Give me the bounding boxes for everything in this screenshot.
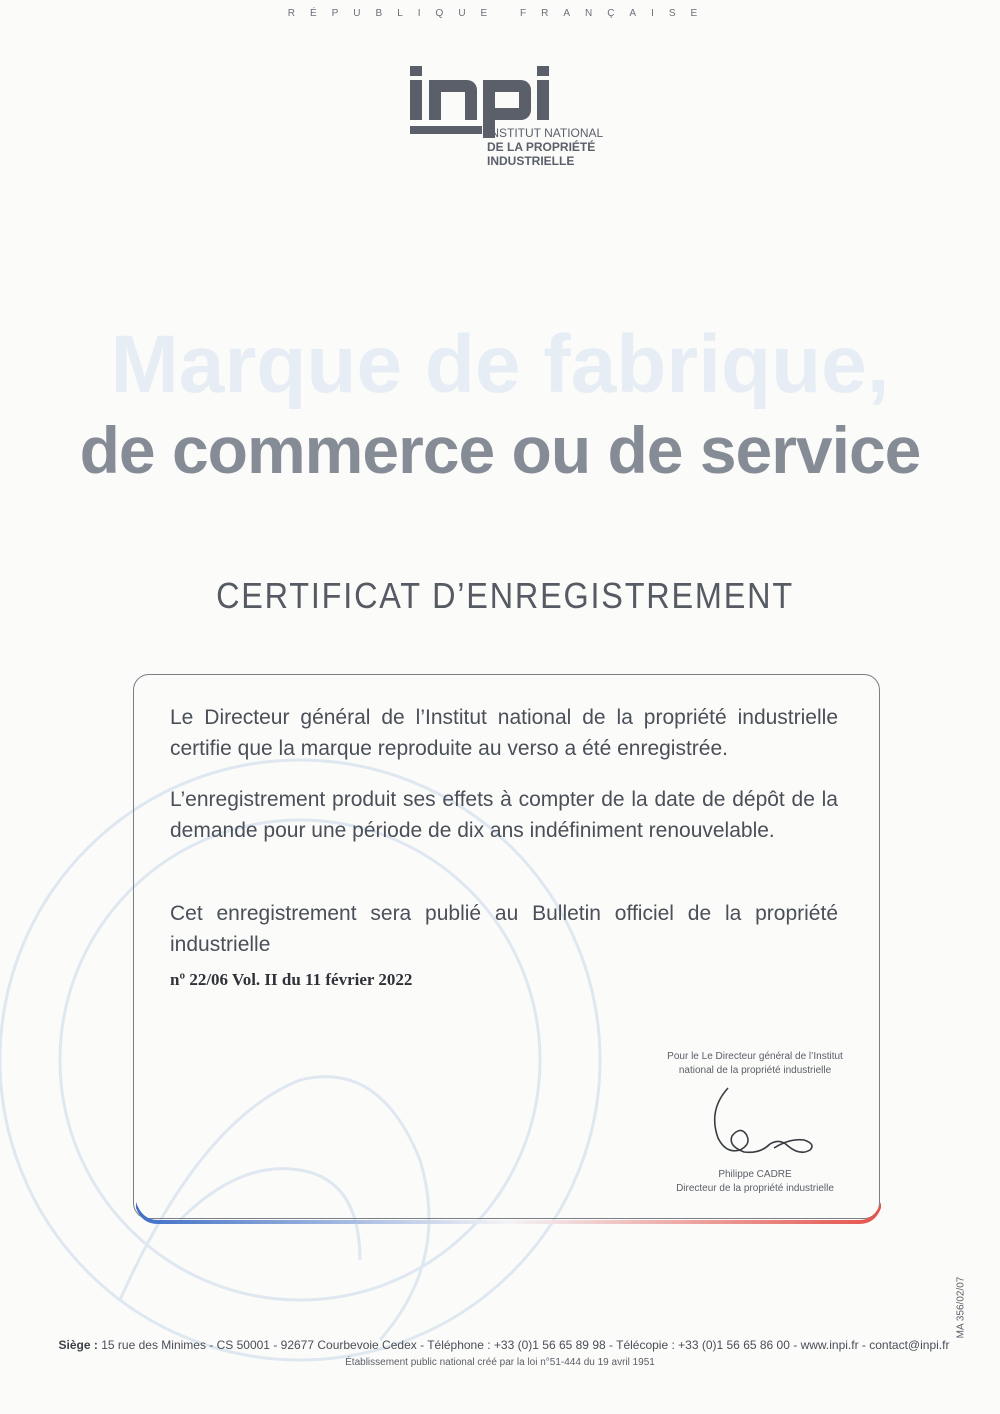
paragraph-effects: L’enregistrement produit ses effets à compter de la date de dépôt de la demande pour une période de dix ans indéfiniment renouvelable. bbox=[170, 788, 838, 842]
certificate-title: CERTIFICAT D’ENREGISTREMENT bbox=[216, 575, 794, 616]
signature-caption bbox=[640, 1050, 870, 1078]
signature-caption-line-2: national de la propriété industrielle bbox=[678, 1065, 832, 1076]
paragraph-certifies: Le Directeur général de l’Institut national de la propriété industrielle certifie que la marque reproduite au verso a été enregistrée. bbox=[170, 706, 838, 760]
logo-line-3: INDUSTRIELLE bbox=[487, 154, 575, 168]
bulletin-reference: nº 22/06 Vol. II du 11 février 2022 bbox=[170, 970, 413, 989]
signature-caption-line-1: Pour le Le Directeur général de l’Institut bbox=[667, 1051, 843, 1062]
footer-label: Siège : bbox=[58, 1338, 98, 1352]
logo-line-2: DE LA PROPRIÉTÉ bbox=[487, 140, 596, 154]
republique-francaise-header: RÉPUBLIQUE FRANÇAISE bbox=[287, 8, 713, 19]
inpi-logo bbox=[405, 58, 605, 178]
signatory bbox=[640, 1168, 870, 1196]
logo-line-1: INSTITUT NATIONAL bbox=[487, 126, 604, 140]
tricolor-band bbox=[136, 1200, 881, 1224]
footer-address bbox=[0, 1338, 1000, 1352]
signatory-title: Directeur de la propriété industrielle bbox=[676, 1183, 834, 1194]
footer-legal: Établissement public national créé par la loi n°51-444 du 19 avril 1951 bbox=[345, 1357, 655, 1368]
handwritten-signature-icon bbox=[700, 1080, 820, 1170]
side-reference-text: MA 356/02/07 bbox=[955, 1276, 967, 1339]
signatory-name: Philippe CADRE bbox=[718, 1169, 792, 1180]
footer-address-text: 15 rue des Minimes - CS 50001 - 92677 Courbevoie Cedex - Téléphone : +33 (0)1 56 65 89 98 - Télécopie : +33 (0)1 56 65 86 00 - www.inpi.fr - contact@inpi.fr bbox=[101, 1338, 950, 1352]
paragraph-publication: Cet enregistrement sera publié au Bulletin officiel de la propriété industrielle bbox=[170, 902, 838, 956]
title-line-2: de commerce ou de service bbox=[79, 413, 921, 487]
title-line-1: Marque de fabrique, bbox=[110, 319, 890, 410]
